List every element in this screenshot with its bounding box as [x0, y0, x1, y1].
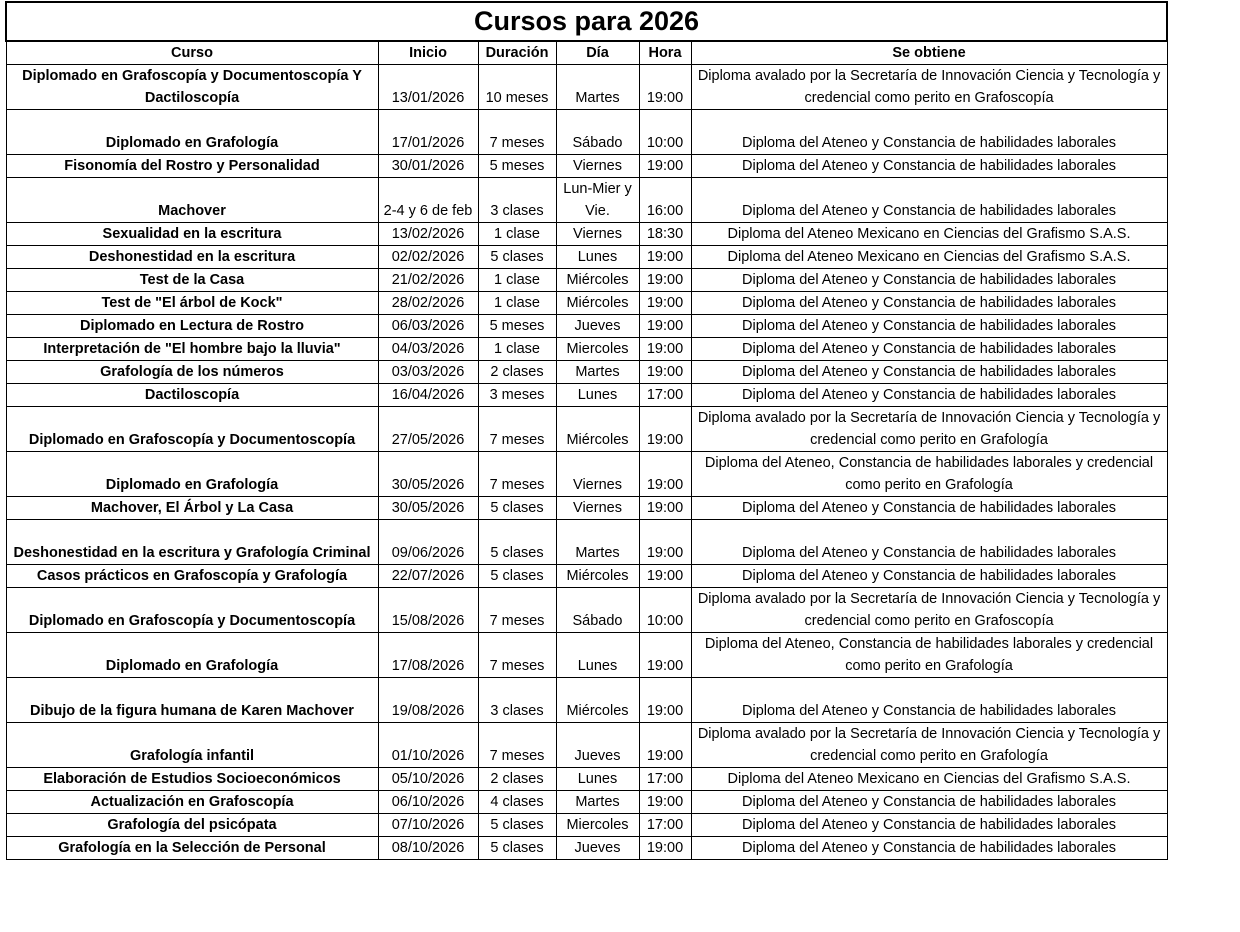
cell-curso: Grafología en la Selección de Personal — [6, 837, 378, 860]
cell-curso: Test de "El árbol de Kock" — [6, 292, 378, 315]
cell-dia: Martes — [556, 361, 639, 384]
cell-duracion: 7 meses — [478, 110, 556, 155]
cell-curso: Dactiloscopía — [6, 384, 378, 407]
cell-duracion: 1 clase — [478, 292, 556, 315]
cell-duracion: 3 clases — [478, 678, 556, 723]
table-row — [6, 497, 1167, 520]
cell-dia: Jueves — [556, 315, 639, 338]
table-row — [6, 155, 1167, 178]
header-curso: Curso — [6, 41, 378, 65]
page-title: Cursos para 2026 — [6, 2, 1167, 41]
cell-dia: Miercoles — [556, 338, 639, 361]
cell-hora: 19:00 — [639, 292, 691, 315]
cell-duracion: 5 clases — [478, 565, 556, 588]
cell-hora: 19:00 — [639, 678, 691, 723]
cell-duracion: 5 clases — [478, 814, 556, 837]
cell-inicio: 22/07/2026 — [378, 565, 478, 588]
cell-inicio: 01/10/2026 — [378, 723, 478, 768]
table-row — [6, 565, 1167, 588]
cell-se-obtiene: Diploma avalado por la Secretaría de Innovación Ciencia y Tecnología y credencial como perito en Grafoscopía — [691, 588, 1167, 633]
cell-se-obtiene: Diploma del Ateneo, Constancia de habilidades laborales y credencial como perito en Grafología — [691, 633, 1167, 678]
header-se-obtiene: Se obtiene — [691, 41, 1167, 65]
cell-se-obtiene: Diploma del Ateneo y Constancia de habilidades laborales — [691, 155, 1167, 178]
cell-duracion: 5 clases — [478, 837, 556, 860]
table-row — [6, 633, 1167, 678]
header-row — [6, 41, 1167, 65]
cell-inicio: 03/03/2026 — [378, 361, 478, 384]
cell-hora: 19:00 — [639, 65, 691, 110]
cell-curso: Interpretación de "El hombre bajo la lluvia" — [6, 338, 378, 361]
cell-duracion: 5 meses — [478, 315, 556, 338]
cell-se-obtiene: Diploma del Ateneo y Constancia de habilidades laborales — [691, 837, 1167, 860]
cell-dia: Lunes — [556, 384, 639, 407]
table-row — [6, 791, 1167, 814]
cell-inicio: 19/08/2026 — [378, 678, 478, 723]
table-row — [6, 837, 1167, 860]
table-row — [6, 246, 1167, 269]
cell-curso: Deshonestidad en la escritura — [6, 246, 378, 269]
cell-curso: Sexualidad en la escritura — [6, 223, 378, 246]
cell-inicio: 27/05/2026 — [378, 407, 478, 452]
cell-duracion: 7 meses — [478, 723, 556, 768]
cell-inicio: 30/05/2026 — [378, 497, 478, 520]
table-row — [6, 292, 1167, 315]
header-duracion: Duración — [478, 41, 556, 65]
cell-duracion: 4 clases — [478, 791, 556, 814]
cell-curso: Grafología infantil — [6, 723, 378, 768]
cell-inicio: 06/10/2026 — [378, 791, 478, 814]
cell-curso: Elaboración de Estudios Socioeconómicos — [6, 768, 378, 791]
cell-duracion: 1 clase — [478, 338, 556, 361]
cell-inicio: 17/08/2026 — [378, 633, 478, 678]
table-row — [6, 814, 1167, 837]
cell-se-obtiene: Diploma del Ateneo Mexicano en Ciencias del Grafismo S.A.S. — [691, 246, 1167, 269]
cell-duracion: 1 clase — [478, 223, 556, 246]
cell-inicio: 21/02/2026 — [378, 269, 478, 292]
cell-dia: Sábado — [556, 110, 639, 155]
table-row — [6, 223, 1167, 246]
cell-dia: Jueves — [556, 723, 639, 768]
cell-curso: Casos prácticos en Grafoscopía y Grafología — [6, 565, 378, 588]
table-row — [6, 407, 1167, 452]
cell-inicio: 16/04/2026 — [378, 384, 478, 407]
cell-curso: Diplomado en Grafología — [6, 633, 378, 678]
cell-se-obtiene: Diploma del Ateneo y Constancia de habilidades laborales — [691, 315, 1167, 338]
cell-curso: Dibujo de la figura humana de Karen Machover — [6, 678, 378, 723]
cell-duracion: 5 meses — [478, 155, 556, 178]
table-row — [6, 65, 1167, 110]
cell-dia: Viernes — [556, 223, 639, 246]
cell-hora: 19:00 — [639, 155, 691, 178]
table-row — [6, 678, 1167, 723]
table-row — [6, 178, 1167, 223]
cell-dia: Miércoles — [556, 565, 639, 588]
cell-curso: Fisonomía del Rostro y Personalidad — [6, 155, 378, 178]
cell-se-obtiene: Diploma del Ateneo y Constancia de habilidades laborales — [691, 269, 1167, 292]
cell-dia: Viernes — [556, 155, 639, 178]
cell-curso: Test de la Casa — [6, 269, 378, 292]
cell-curso: Actualización en Grafoscopía — [6, 791, 378, 814]
cell-dia: Miércoles — [556, 269, 639, 292]
cell-inicio: 30/05/2026 — [378, 452, 478, 497]
cell-inicio: 15/08/2026 — [378, 588, 478, 633]
table-row — [6, 315, 1167, 338]
cell-curso: Grafología de los números — [6, 361, 378, 384]
header-dia: Día — [556, 41, 639, 65]
course-table — [5, 1, 1168, 860]
cell-curso: Diplomado en Grafoscopía y Documentoscopía — [6, 407, 378, 452]
cell-duracion: 7 meses — [478, 452, 556, 497]
cell-hora: 19:00 — [639, 407, 691, 452]
cell-dia: Martes — [556, 65, 639, 110]
cell-curso: Diplomado en Grafología — [6, 452, 378, 497]
cell-se-obtiene: Diploma del Ateneo y Constancia de habilidades laborales — [691, 791, 1167, 814]
cell-dia: Jueves — [556, 837, 639, 860]
table-row — [6, 338, 1167, 361]
cell-curso: Diplomado en Grafoscopía y Documentoscopía Y Dactiloscopía — [6, 65, 378, 110]
cell-curso: Deshonestidad en la escritura y Grafología Criminal — [6, 520, 378, 565]
cell-se-obtiene: Diploma del Ateneo y Constancia de habilidades laborales — [691, 338, 1167, 361]
cell-inicio: 30/01/2026 — [378, 155, 478, 178]
cell-hora: 16:00 — [639, 178, 691, 223]
cell-inicio: 02/02/2026 — [378, 246, 478, 269]
table-row — [6, 768, 1167, 791]
cell-hora: 19:00 — [639, 361, 691, 384]
table-row — [6, 588, 1167, 633]
header-hora: Hora — [639, 41, 691, 65]
cell-dia: Miércoles — [556, 292, 639, 315]
cell-se-obtiene: Diploma del Ateneo Mexicano en Ciencias del Grafismo S.A.S. — [691, 768, 1167, 791]
cell-duracion: 10 meses — [478, 65, 556, 110]
cell-dia: Miercoles — [556, 814, 639, 837]
cell-duracion: 7 meses — [478, 588, 556, 633]
cell-inicio: 04/03/2026 — [378, 338, 478, 361]
cell-curso: Diplomado en Grafoscopía y Documentoscopía — [6, 588, 378, 633]
table-row — [6, 520, 1167, 565]
table-row — [6, 452, 1167, 497]
cell-se-obtiene: Diploma del Ateneo Mexicano en Ciencias del Grafismo S.A.S. — [691, 223, 1167, 246]
cell-dia: Martes — [556, 791, 639, 814]
cell-curso: Diplomado en Lectura de Rostro — [6, 315, 378, 338]
cell-duracion: 7 meses — [478, 407, 556, 452]
table-row — [6, 269, 1167, 292]
cell-hora: 19:00 — [639, 315, 691, 338]
cell-se-obtiene: Diploma del Ateneo y Constancia de habilidades laborales — [691, 292, 1167, 315]
cell-hora: 19:00 — [639, 452, 691, 497]
cell-hora: 17:00 — [639, 768, 691, 791]
cell-dia: Lunes — [556, 768, 639, 791]
cell-dia: Lunes — [556, 633, 639, 678]
header-inicio: Inicio — [378, 41, 478, 65]
cell-hora: 18:30 — [639, 223, 691, 246]
cell-se-obtiene: Diploma del Ateneo y Constancia de habilidades laborales — [691, 361, 1167, 384]
cell-duracion: 7 meses — [478, 633, 556, 678]
cell-hora: 19:00 — [639, 269, 691, 292]
cell-hora: 19:00 — [639, 791, 691, 814]
cell-hora: 19:00 — [639, 837, 691, 860]
cell-duracion: 1 clase — [478, 269, 556, 292]
cell-inicio: 07/10/2026 — [378, 814, 478, 837]
cell-hora: 19:00 — [639, 723, 691, 768]
cell-dia: Miércoles — [556, 678, 639, 723]
table-row — [6, 384, 1167, 407]
cell-curso: Machover, El Árbol y La Casa — [6, 497, 378, 520]
table-row — [6, 361, 1167, 384]
cell-curso: Diplomado en Grafología — [6, 110, 378, 155]
cell-se-obtiene: Diploma del Ateneo y Constancia de habilidades laborales — [691, 814, 1167, 837]
cell-inicio: 13/01/2026 — [378, 65, 478, 110]
cell-inicio: 13/02/2026 — [378, 223, 478, 246]
cell-se-obtiene: Diploma del Ateneo y Constancia de habilidades laborales — [691, 110, 1167, 155]
cell-hora: 19:00 — [639, 246, 691, 269]
cell-inicio: 09/06/2026 — [378, 520, 478, 565]
cell-hora: 19:00 — [639, 497, 691, 520]
cell-duracion: 5 clases — [478, 246, 556, 269]
cell-se-obtiene: Diploma del Ateneo y Constancia de habilidades laborales — [691, 520, 1167, 565]
cell-se-obtiene: Diploma del Ateneo y Constancia de habilidades laborales — [691, 678, 1167, 723]
cell-se-obtiene: Diploma del Ateneo y Constancia de habilidades laborales — [691, 497, 1167, 520]
cell-inicio: 2-4 y 6 de feb — [378, 178, 478, 223]
cell-duracion: 3 meses — [478, 384, 556, 407]
table-row — [6, 110, 1167, 155]
cell-hora: 10:00 — [639, 110, 691, 155]
cell-dia: Viernes — [556, 497, 639, 520]
cell-se-obtiene: Diploma del Ateneo y Constancia de habilidades laborales — [691, 178, 1167, 223]
cell-duracion: 2 clases — [478, 361, 556, 384]
cell-se-obtiene: Diploma del Ateneo, Constancia de habilidades laborales y credencial como perito en Grafología — [691, 452, 1167, 497]
cell-se-obtiene: Diploma avalado por la Secretaría de Innovación Ciencia y Tecnología y credencial como perito en Grafoscopía — [691, 65, 1167, 110]
cell-duracion: 3 clases — [478, 178, 556, 223]
cell-se-obtiene: Diploma avalado por la Secretaría de Innovación Ciencia y Tecnología y credencial como perito en Grafología — [691, 407, 1167, 452]
course-sheet — [5, 1, 1166, 860]
cell-hora: 19:00 — [639, 338, 691, 361]
cell-duracion: 5 clases — [478, 520, 556, 565]
cell-hora: 10:00 — [639, 588, 691, 633]
cell-dia: Lunes — [556, 246, 639, 269]
cell-hora: 19:00 — [639, 633, 691, 678]
cell-inicio: 28/02/2026 — [378, 292, 478, 315]
cell-dia: Lun-Mier y Vie. — [556, 178, 639, 223]
cell-hora: 17:00 — [639, 814, 691, 837]
cell-inicio: 17/01/2026 — [378, 110, 478, 155]
cell-se-obtiene: Diploma del Ateneo y Constancia de habilidades laborales — [691, 384, 1167, 407]
table-row — [6, 723, 1167, 768]
cell-hora: 19:00 — [639, 520, 691, 565]
cell-duracion: 5 clases — [478, 497, 556, 520]
cell-dia: Sábado — [556, 588, 639, 633]
cell-se-obtiene: Diploma avalado por la Secretaría de Innovación Ciencia y Tecnología y credencial como perito en Grafología — [691, 723, 1167, 768]
cell-dia: Viernes — [556, 452, 639, 497]
cell-curso: Grafología del psicópata — [6, 814, 378, 837]
cell-inicio: 05/10/2026 — [378, 768, 478, 791]
cell-hora: 17:00 — [639, 384, 691, 407]
cell-curso: Machover — [6, 178, 378, 223]
cell-duracion: 2 clases — [478, 768, 556, 791]
cell-hora: 19:00 — [639, 565, 691, 588]
cell-inicio: 08/10/2026 — [378, 837, 478, 860]
cell-dia: Martes — [556, 520, 639, 565]
cell-inicio: 06/03/2026 — [378, 315, 478, 338]
cell-dia: Miércoles — [556, 407, 639, 452]
cell-se-obtiene: Diploma del Ateneo y Constancia de habilidades laborales — [691, 565, 1167, 588]
